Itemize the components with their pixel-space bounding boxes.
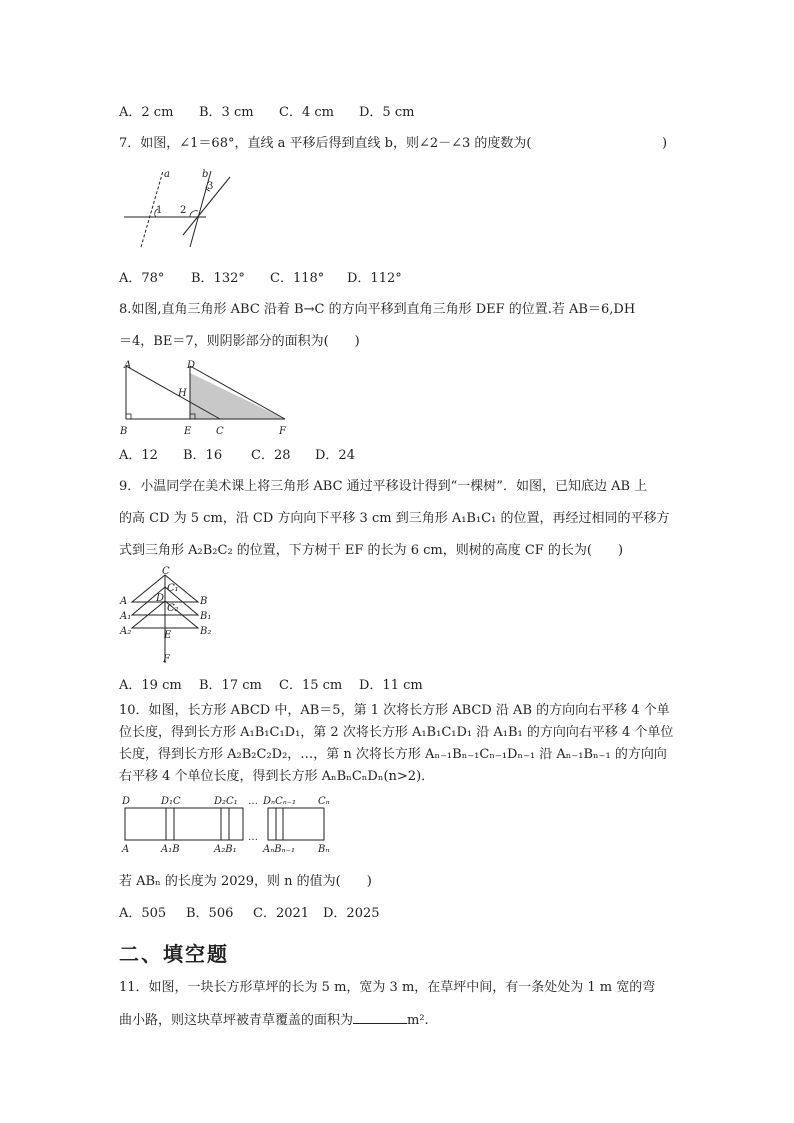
q9-figure	[118, 565, 213, 667]
q9-label-e: E	[164, 630, 172, 641]
q7-text: 7．如图，∠1＝68°，直线 a 平移后得到直线 b，则∠2－∠3 的度数为(	[119, 136, 532, 151]
q10-mid-ellipsis: …	[248, 832, 258, 843]
q8-choice-d: D．24	[315, 448, 355, 463]
q10-top-label-d: D	[122, 796, 131, 807]
q6-choice-d: D．5 cm	[359, 105, 415, 120]
q8-label-d: D	[187, 360, 196, 371]
q6-choice-c: C．4 cm	[279, 105, 334, 120]
q8-label-c: C	[216, 426, 224, 437]
q10-bottom-label-bn: Bₙ	[318, 844, 330, 855]
q7-choice-a: A．78°	[119, 271, 165, 286]
q8-choice-c: C．28	[251, 448, 291, 463]
q9-choice-a: A．19 cm	[119, 678, 182, 693]
q7-figure	[118, 165, 238, 260]
q8-label-a: A	[124, 360, 132, 371]
section-title: 二、填空题	[119, 942, 229, 966]
q7-question	[119, 135, 531, 153]
q11-question-line-1: 11．如图，一块长方形草坪的长为 5 m，宽为 3 m，在草坪中间，有一条处处为 1 m 宽的弯	[119, 980, 656, 995]
q8-label-h: H	[178, 388, 187, 399]
q7-label-1: 1	[156, 205, 163, 216]
q9-label-d: D	[156, 593, 165, 604]
q10-bottom-label-a: A	[122, 844, 130, 855]
q10-bottom-label-anbn1: AₙBₙ₋₁	[263, 844, 295, 855]
q7-choice-d: D．112°	[347, 271, 402, 286]
q8-label-e: E	[184, 426, 192, 437]
q8-choice-b: B．16	[183, 448, 223, 463]
q10-top-ellipsis: …	[248, 796, 258, 807]
q9-choice-c: C．15 cm	[279, 678, 343, 693]
q10-question-line-3: 长度，得到长方形 A₂B₂C₂D₂，…，第 n 次将长方形 Aₙ₋₁Bₙ₋₁Cₙ₋₁Dₙ₋₁ 沿 Aₙ₋₁Bₙ₋₁ 的方向向	[119, 747, 667, 762]
q10-choice-a: A．505	[119, 906, 167, 921]
q9-label-f: F	[163, 654, 170, 665]
q10-top-label-d2c1: D₂C₁	[214, 796, 238, 807]
q8-question-line-1: 8.如图,直角三角形 ABC 沿着 B→C 的方向平移到直角三角形 DEF 的位置.若 AB＝6,DH	[119, 302, 636, 317]
q9-label-c2: C₂	[167, 603, 179, 614]
q9-label-a1: A₁	[120, 611, 132, 622]
q10-choice-c: C．2021	[253, 906, 310, 921]
q10-choice-d: D．2025	[323, 906, 380, 921]
q6-choice-a: A．2 cm	[119, 105, 174, 120]
q7-choice-c: C．118°	[270, 271, 325, 286]
q8-label-f: F	[279, 426, 286, 437]
q10-bottom-label-a1b: A₁B	[161, 844, 180, 855]
q8-figure	[116, 358, 301, 440]
q10-figure	[118, 788, 338, 858]
q9-label-a2: A₂	[120, 626, 132, 637]
q7-close-paren: )	[662, 136, 668, 151]
q11-question-line-2	[119, 1011, 429, 1030]
q10-question-line-4: 右平移 4 个单位长度，得到长方形 AₙBₙCₙDₙ(n>2)．	[119, 769, 435, 784]
q8-label-b: B	[120, 426, 128, 437]
q9-label-b: B	[200, 596, 208, 607]
q9-choice-b: B．17 cm	[199, 678, 262, 693]
q9-question-line-2: 的高 CD 为 5 cm，沿 CD 方向向下平移 3 cm 到三角形 A₁B₁C₁ 的位置，再经过相同的平移方	[119, 511, 670, 526]
q10-top-label-cn: Cₙ	[318, 796, 330, 807]
q7-label-b: b	[202, 169, 209, 180]
q9-label-c1: C₁	[167, 583, 179, 594]
q9-question-line-1: 9．小温同学在美术课上将三角形 ABC 通过平移设计得到“一棵树”．如图，已知底边 AB 上	[119, 479, 648, 494]
q11-unit: m².	[407, 1013, 429, 1028]
q7-label-a: a	[164, 169, 170, 180]
q9-question-line-3: 式到三角形 A₂B₂C₂ 的位置，下方树干 EF 的长为 6 cm，则树的高度 CF 的长为( )	[119, 543, 624, 558]
q10-question-line-5: 若 ABₙ 的长度为 2029，则 n 的值为( )	[119, 874, 372, 889]
q10-choice-b: B．506	[186, 906, 234, 921]
q6-choice-b: B．3 cm	[199, 105, 254, 120]
q10-top-label-dncn1: DₙCₙ₋₁	[263, 796, 297, 807]
q7-choice-b: B．132°	[191, 271, 245, 286]
q8-choice-a: A．12	[119, 448, 158, 463]
q10-bottom-label-a2b1: A₂B₁	[214, 844, 237, 855]
q7-label-3: 3	[207, 181, 214, 192]
q9-choice-d: D．11 cm	[359, 678, 423, 693]
q9-label-b2: B₂	[200, 626, 212, 637]
q10-question-line-2: 位长度，得到长方形 A₁B₁C₁D₁，第 2 次将长方形 A₁B₁C₁D₁ 沿 A₁B₁ 的方向向右平移 4 个单位	[119, 725, 674, 740]
q11-text: 曲小路，则这块草坪被青草覆盖的面积为	[119, 1013, 354, 1028]
q8-question-line-2: ＝4，BE＝7，则阴影部分的面积为( )	[119, 334, 360, 349]
q9-label-a: A	[120, 596, 128, 607]
q9-label-b1: B₁	[200, 611, 212, 622]
q7-label-2: 2	[180, 205, 187, 216]
q11-answer-blank[interactable]	[353, 1011, 407, 1024]
q10-question-line-1: 10．如图，长方形 ABCD 中，AB＝5，第 1 次将长方形 ABCD 沿 AB 的方向向右平移 4 个单	[119, 703, 670, 718]
q9-label-c: C	[162, 566, 170, 577]
q10-top-label-d1c: D₁C	[161, 796, 181, 807]
